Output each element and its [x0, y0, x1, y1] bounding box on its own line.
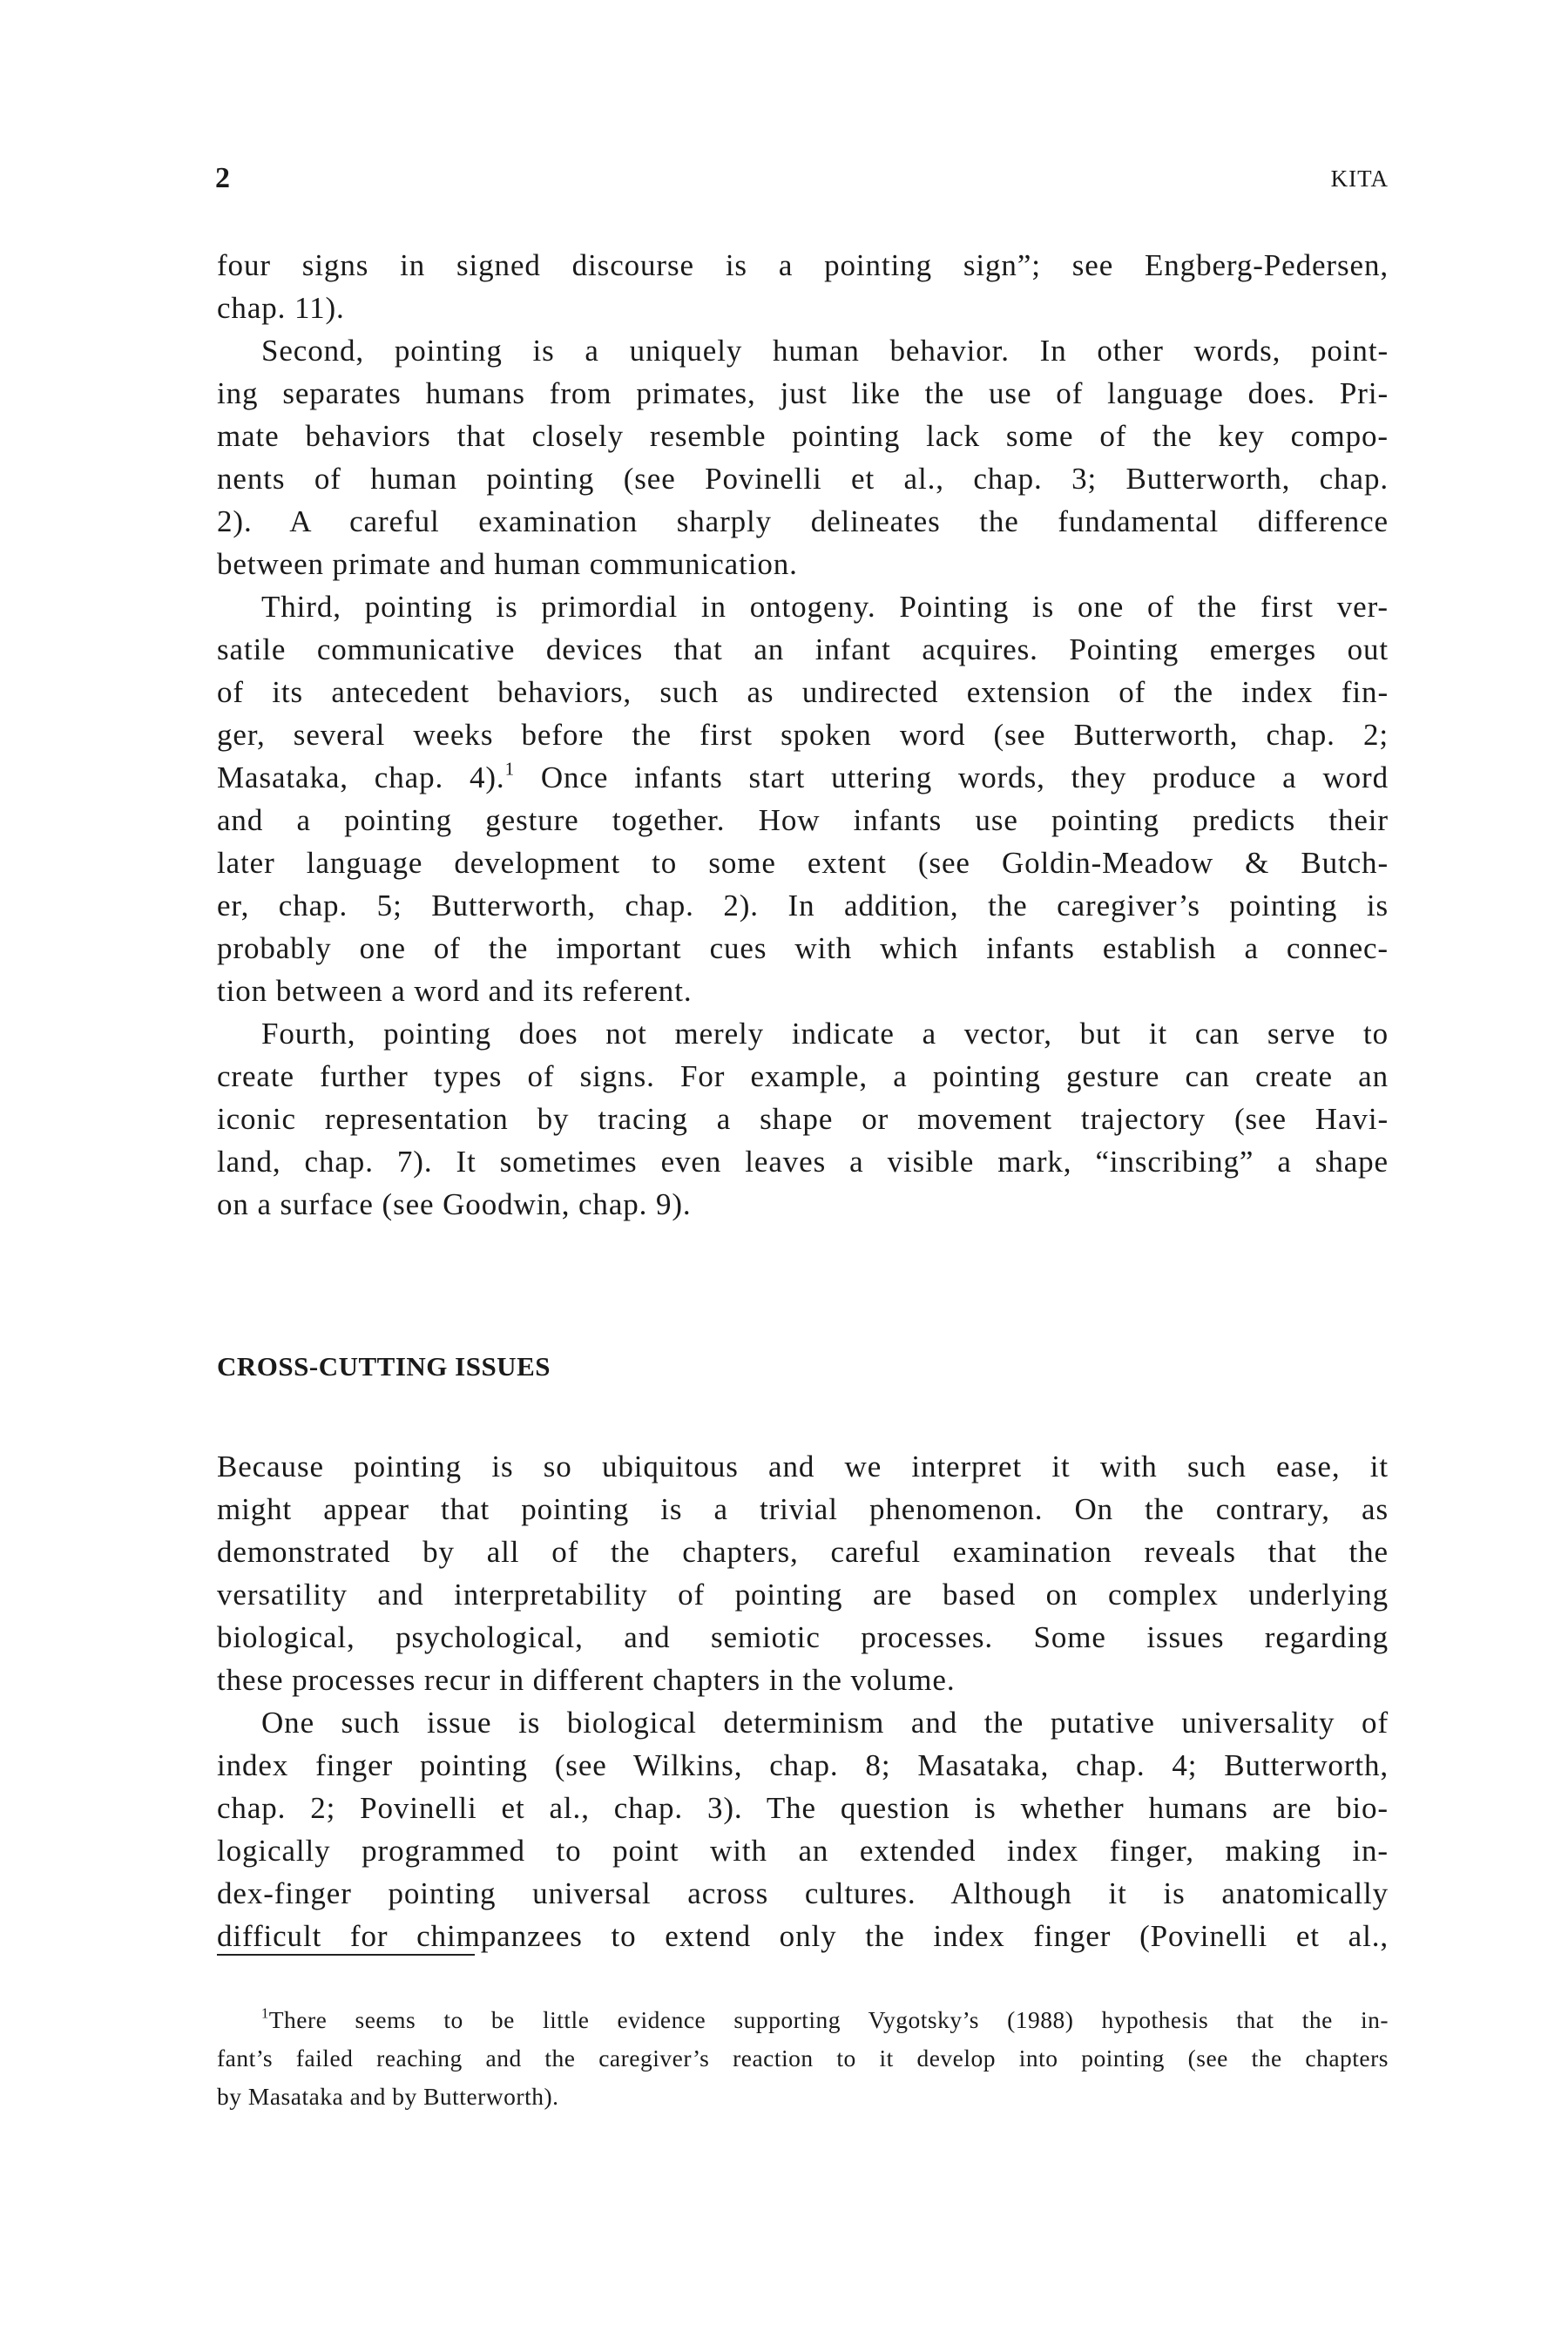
- footnote-marker[interactable]: 1: [261, 2004, 269, 2022]
- text-segment: Masataka, chap. 4).: [217, 760, 505, 794]
- text-line: iconic representation by tracing a shape or movement trajectory (see Havi-: [217, 1102, 1389, 1136]
- text-line: One such issue is biological determinism and the putative universality of: [261, 1706, 1389, 1740]
- text-line: nents of human pointing (see Povinelli et al., chap. 3; Butterworth, chap.: [217, 462, 1389, 496]
- text-line: Third, pointing is primordial in ontogeny. Pointing is one of the first ver-: [261, 590, 1389, 624]
- footnote-rule: [217, 1954, 475, 1956]
- text-line: logically programmed to point with an extended index finger, making in-: [217, 1834, 1389, 1868]
- section-body-intro: [217, 244, 1389, 1226]
- paragraph: [217, 1701, 1389, 1957]
- running-head: KITA: [1330, 166, 1389, 192]
- text-line: [217, 756, 1389, 799]
- paragraph: [217, 1445, 1389, 1701]
- footnote-marker[interactable]: 1: [504, 758, 515, 780]
- text-line: difficult for chimpanzees to extend only the index finger (Povinelli et al.,: [217, 1919, 1389, 1953]
- text-segment: Once infants start uttering words, they produce a word: [514, 760, 1389, 794]
- text-line: land, chap. 7). It sometimes even leaves a visible mark, “inscribing” a shape: [217, 1145, 1389, 1179]
- text-line: ger, several weeks before the first spoken word (see Butterworth, chap. 2;: [217, 718, 1389, 752]
- text-line: Fourth, pointing does not merely indicate a vector, but it can serve to: [261, 1017, 1389, 1051]
- text-line: create further types of signs. For example, a pointing gesture can create an: [217, 1059, 1389, 1093]
- paragraph: [217, 244, 1389, 329]
- text-line: these processes recur in different chapters in the volume.: [217, 1663, 956, 1697]
- text-line: satile communicative devices that an infant acquires. Pointing emerges out: [217, 632, 1389, 666]
- text-line: on a surface (see Goodwin, chap. 9).: [217, 1187, 692, 1221]
- text-line: probably one of the important cues with which infants establish a connec-: [217, 931, 1389, 965]
- text-line: Second, pointing is a uniquely human behavior. In other words, point-: [261, 334, 1389, 368]
- text-line: Because pointing is so ubiquitous and we interpret it with such ease, it: [217, 1450, 1389, 1484]
- page-number: 2: [215, 162, 230, 194]
- text-line: and a pointing gesture together. How infants use pointing predicts their: [217, 803, 1389, 837]
- section-heading: CROSS-CUTTING ISSUES: [217, 1351, 551, 1382]
- footnote: [217, 2001, 1389, 2116]
- text-line: ing separates humans from primates, just like the use of language does. Pri-: [217, 376, 1389, 410]
- text-line: index finger pointing (see Wilkins, chap. 8; Masataka, chap. 4; Butterworth,: [217, 1748, 1389, 1782]
- text-line: mate behaviors that closely resemble pointing lack some of the key compo-: [217, 419, 1389, 453]
- paragraph: [217, 1012, 1389, 1226]
- text-line: tion between a word and its referent.: [217, 974, 693, 1008]
- text-line: versatility and interpretability of pointing are based on complex underlying: [217, 1578, 1389, 1612]
- text-line: chap. 11).: [217, 291, 345, 325]
- text-line: fant’s failed reaching and the caregiver’s reaction to it develop into pointing (see the chapters: [217, 2044, 1389, 2072]
- text-line: later language development to some extent (see Goldin-Meadow & Butch-: [217, 846, 1389, 880]
- text-line: by Masataka and by Butterworth).: [217, 2083, 559, 2110]
- text-line: chap. 2; Povinelli et al., chap. 3). The question is whether humans are bio-: [217, 1791, 1389, 1825]
- text-line: dex-finger pointing universal across cultures. Although it is anatomically: [217, 1876, 1389, 1910]
- paragraph: [217, 2001, 1389, 2116]
- text-line: between primate and human communication.: [217, 547, 798, 581]
- text-line: er, chap. 5; Butterworth, chap. 2). In addition, the caregiver’s pointing is: [217, 889, 1389, 923]
- section-body-cross-cutting: [217, 1445, 1389, 1957]
- text-line: four signs in signed discourse is a pointing sign”; see Engberg-Pedersen,: [217, 248, 1389, 282]
- text-line: of its antecedent behaviors, such as undirected extension of the index fin-: [217, 675, 1389, 709]
- text-line: biological, psychological, and semiotic processes. Some issues regarding: [217, 1620, 1389, 1654]
- text-line: might appear that pointing is a trivial phenomenon. On the contrary, as: [217, 1492, 1389, 1526]
- text-line: demonstrated by all of the chapters, careful examination reveals that the: [217, 1535, 1389, 1569]
- text-line: [217, 2001, 1389, 2039]
- text-line: 2). A careful examination sharply delineates the fundamental difference: [217, 504, 1389, 538]
- text-segment: There seems to be little evidence supporting Vygotsky’s (1988) hypothesis that the in-: [268, 2006, 1389, 2033]
- paragraph: [217, 329, 1389, 585]
- paragraph: [217, 585, 1389, 1012]
